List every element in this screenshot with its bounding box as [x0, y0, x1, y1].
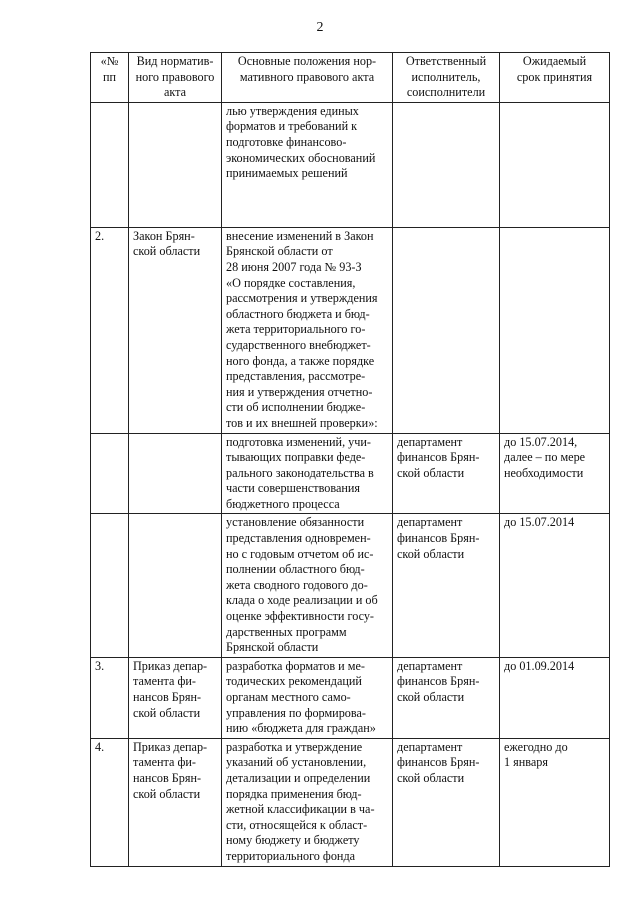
cell-number: 4.	[91, 738, 129, 866]
cell-number	[91, 433, 129, 514]
cell-provisions: лью утверждения единых форматов и требований к подготовке финансово- экономических обоснований принимаемых решений	[222, 102, 393, 227]
cell-act-kind	[129, 102, 222, 227]
cell-executor	[393, 102, 500, 227]
table-row	[91, 102, 610, 227]
cell-act-kind: Закон Брян- ской области	[129, 227, 222, 433]
cell-act-kind: Приказ депар- тамента фи- нансов Брян- ской области	[129, 657, 222, 738]
cell-act-kind: Приказ депар- тамента фи- нансов Брян- ской области	[129, 738, 222, 866]
table-row	[91, 227, 610, 433]
header-deadline: Ожидаемый срок принятия	[500, 53, 610, 103]
cell-act-kind	[129, 433, 222, 514]
table-row	[91, 514, 610, 657]
header-act-kind: Вид норматив- ного правового акта	[129, 53, 222, 103]
cell-provisions: подготовка изменений, учи- тывающих поправки феде- рального законодательства в части совершенствования бюджетного процесса	[222, 433, 393, 514]
cell-act-kind	[129, 514, 222, 657]
page-number: 2	[316, 20, 324, 35]
cell-provisions: установление обязанности представления одновремен- но с годовым отчетом об ис- полнении областного бюд- жета сводного годового до- клада о ходе реализации и об оценке эффективности госу- дарственных программ Брянской области	[222, 514, 393, 657]
cell-deadline	[500, 102, 610, 227]
cell-provisions: разработка и утверждение указаний об установлении, детализации и определении порядка применения бюд- жетной классификации в ча- сти, относящейся к област- ному бюджету и бюджету территориального фонда	[222, 738, 393, 866]
cell-number	[91, 514, 129, 657]
header-provisions: Основные положения нор- мативного правового акта	[222, 53, 393, 103]
cell-executor	[393, 227, 500, 433]
cell-executor: департамент финансов Брян- ской области	[393, 738, 500, 866]
cell-number: 3.	[91, 657, 129, 738]
cell-deadline	[500, 227, 610, 433]
cell-provisions: разработка форматов и ме- тодических рекомендаций органам местного само- управления по формирова- нию «бюджета для граждан»	[222, 657, 393, 738]
cell-number	[91, 102, 129, 227]
cell-deadline: до 15.07.2014, далее – по мере необходимости	[500, 433, 610, 514]
cell-executor: департамент финансов Брян- ской области	[393, 514, 500, 657]
cell-deadline: до 01.09.2014	[500, 657, 610, 738]
cell-deadline: ежегодно до 1 января	[500, 738, 610, 866]
header-executor: Ответственный исполнитель, соисполнители	[393, 53, 500, 103]
table-row	[91, 433, 610, 514]
table-row	[91, 738, 610, 866]
cell-executor: департамент финансов Брян- ской области	[393, 433, 500, 514]
header-number: «№ пп	[91, 53, 129, 103]
cell-executor: департамент финансов Брян- ской области	[393, 657, 500, 738]
cell-number: 2.	[91, 227, 129, 433]
plan-table	[90, 52, 610, 867]
table-header-row	[91, 53, 610, 103]
cell-deadline: до 15.07.2014	[500, 514, 610, 657]
table-row	[91, 657, 610, 738]
cell-provisions: внесение изменений в Закон Брянской области от 28 июня 2007 года № 93-З «О порядке составления, рассмотрения и утверждения областного бюджета и бюд- жета территориального го- сударственного внебюджет- ного фонда, а также порядке представления, рассмотре- ния и утверждения отчетно- сти об исполнении бюдже- тов и их внешней проверки»:	[222, 227, 393, 433]
